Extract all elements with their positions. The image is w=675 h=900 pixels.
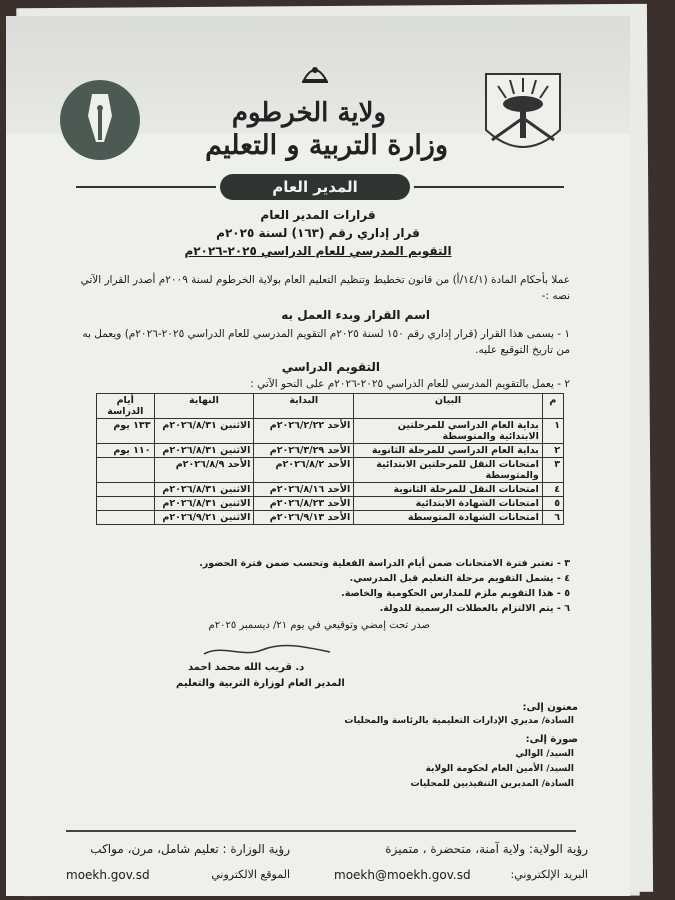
cell-statement: بداية العام الدراسي للمرحلة الثانوية: [354, 444, 543, 458]
khartoum-tree-logo-icon: [482, 68, 564, 162]
table-row: [97, 444, 564, 458]
cell-no: ٢: [542, 444, 563, 458]
col-header-end: النهاية: [154, 394, 254, 419]
section1-title: اسم القرار وبدء العمل به: [281, 308, 430, 322]
issued-line: صدر تحت إمضي وتوقيعي في يوم ٢١/ ديسمبر ٢٠٢٥م: [208, 620, 430, 631]
cc-line: السادة/ المديرين التنفيذيين للمحليات: [410, 779, 574, 789]
director-general-banner: المدير العام: [220, 174, 410, 200]
footer-rule: [66, 830, 576, 832]
clause-2-text: ٢ - يعمل بالتقويم المدرسي للعام الدراسي ٢٠٢٥-٢٠٢٦م على النحو الآتي :: [250, 378, 570, 390]
table-row: [97, 419, 564, 444]
decisions-heading: قرارات المدير العام: [260, 208, 376, 222]
col-header-school-days: أيام الدراسة: [97, 394, 155, 419]
cell-start: الأحد ٢٠٢٦/٩/١٣م: [254, 511, 354, 525]
clause-1-text: ١ - يسمى هذا القرار (قرار إداري رقم ١٥٠ لسنة ٢٠٢٥م التقويم المدرسي للعام الدراسي ٢٠٢٥-٢٠٢٦م) ويعمل به من تاريخ التوقيع عليه.: [82, 328, 570, 356]
document-page: [6, 16, 630, 896]
cell-end: الاثنين ٢٠٢٦/٨/٣١م: [154, 483, 254, 497]
table-row: [97, 511, 564, 525]
cell-end: الاثنين ٢٠٢٦/٨/٣١م: [154, 419, 254, 444]
cell-start: الأحد ٢٠٢٦/٨/٢م: [254, 458, 354, 483]
signature-scribble: [202, 642, 332, 660]
section2-title: التقويم الدراسي: [281, 360, 380, 374]
cell-statement: امتحانات الشهادة الابتدائية: [354, 497, 543, 511]
cell-end: الاثنين ٢٠٢٦/٨/٣١م: [154, 444, 254, 458]
decision-subject: التقويم المدرسي للعام الدراسي ٢٠٢٥-٢٠٢٦م: [184, 244, 452, 258]
cc-line: السيد/ الأمين العام لحكومة الولاية: [425, 764, 574, 774]
list-item: ٣ - تعتبر فترة الامتحانات ضمن أيام الدراسة الفعلية وتحسب ضمن فترة الحضور.: [199, 558, 570, 569]
signatory-name: د. قريب الله محمد احمد: [188, 662, 305, 673]
cell-start: الأحد ٢٠٢٦/٣/٢٩م: [254, 444, 354, 458]
cell-statement: امتحانات النقل للمرحلة الثانوية: [354, 483, 543, 497]
state-vision: رؤية الولاية: ولاية آمنة، متحضرة ، متميزة: [385, 842, 588, 856]
cell-no: ٥: [542, 497, 563, 511]
cell-end: الاثنين ٢٠٢٦/٩/٢١م: [154, 511, 254, 525]
state-name: ولاية الخرطوم: [231, 98, 386, 128]
school-calendar-table: [96, 393, 564, 525]
cell-start: الأحد ٢٠٢٦/٨/٢٣م: [254, 497, 354, 511]
list-item: ٤ - يشمل التقويم مرحلة التعليم قبل المدرسي.: [349, 573, 570, 584]
cell-no: ٤: [542, 483, 563, 497]
ministry-vision: رؤية الوزارة : تعليم شامل، مرن، مواكب: [90, 842, 290, 856]
website-address[interactable]: moekh.gov.sd: [66, 868, 150, 882]
list-item: ٥ - هذا التقويم ملزم للمدارس الحكومية والخاصة.: [341, 588, 570, 599]
cell-days: [97, 511, 155, 525]
copy-to-label: صورة إلى:: [525, 734, 578, 745]
table-row: [97, 497, 564, 511]
cell-no: ٣: [542, 458, 563, 483]
cell-days: ١١٠ يوم: [97, 444, 155, 458]
cell-no: ٦: [542, 511, 563, 525]
col-header-statement: البيان: [354, 394, 543, 419]
cell-days: [97, 497, 155, 511]
cell-days: [97, 483, 155, 497]
cell-days: ١٣٣ يوم: [97, 419, 155, 444]
ministry-name: وزارة التربية و التعليم: [205, 130, 448, 161]
email-label: البريد الإلكتروني:: [510, 868, 588, 881]
cc-line: السيد/ الوالي: [515, 749, 574, 759]
cell-no: ١: [542, 419, 563, 444]
notes-list: [70, 556, 570, 616]
col-header-no: م: [542, 394, 563, 419]
pen-nib-logo-icon: [60, 80, 140, 160]
cell-days: [97, 458, 155, 483]
state-emblem-icon: [298, 58, 332, 86]
banner-rule-right: [414, 186, 564, 188]
cell-statement: امتحانات الشهادة المتوسطة: [354, 511, 543, 525]
cell-statement: امتحانات النقل للمرحلتين الابتدائية والمتوسطة: [354, 458, 543, 483]
website-label: الموقع الالكتروني: [211, 868, 290, 881]
cell-statement: بداية العام الدراسي للمرحلتين الابتدائية والمتوسطة: [354, 419, 543, 444]
addressed-to-line: السادة/ مديري الإدارات التعليمية بالرئاسة والمحليات: [344, 716, 574, 726]
table-row: [97, 458, 564, 483]
list-item: ٦ - يتم الالتزام بالعطلات الرسمية للدولة.: [379, 603, 570, 614]
addressed-to-label: معنون إلى:: [522, 702, 578, 713]
banner-rule-left: [76, 186, 216, 188]
col-header-start: البداية: [254, 394, 354, 419]
table-row: [97, 483, 564, 497]
signatory-title: المدير العام لوزارة التربية والتعليم: [176, 678, 345, 689]
cell-end: الاثنين ٢٠٢٦/٨/٣١م: [154, 497, 254, 511]
cell-end: الأحد ٢٠٢٦/٨/٩م: [154, 458, 254, 483]
cell-start: الأحد ٢٠٢٦/٢/٢٢م: [254, 419, 354, 444]
decision-number: قرار إداري رقم (١٦٣) لسنة ٢٠٢٥م: [216, 226, 420, 240]
table-header-row: [97, 394, 564, 419]
preamble-text: عملا بأحكام المادة (١٤/١/أ) من قانون تخطيط وتنظيم التعليم العام بولاية الخرطوم لسنة ٢٠٠٩م أصدر القرار الآتي نصه :-: [80, 274, 570, 302]
email-address[interactable]: moekh@moekh.gov.sd: [334, 868, 471, 882]
cell-start: الأحد ٢٠٢٦/٨/١٦م: [254, 483, 354, 497]
